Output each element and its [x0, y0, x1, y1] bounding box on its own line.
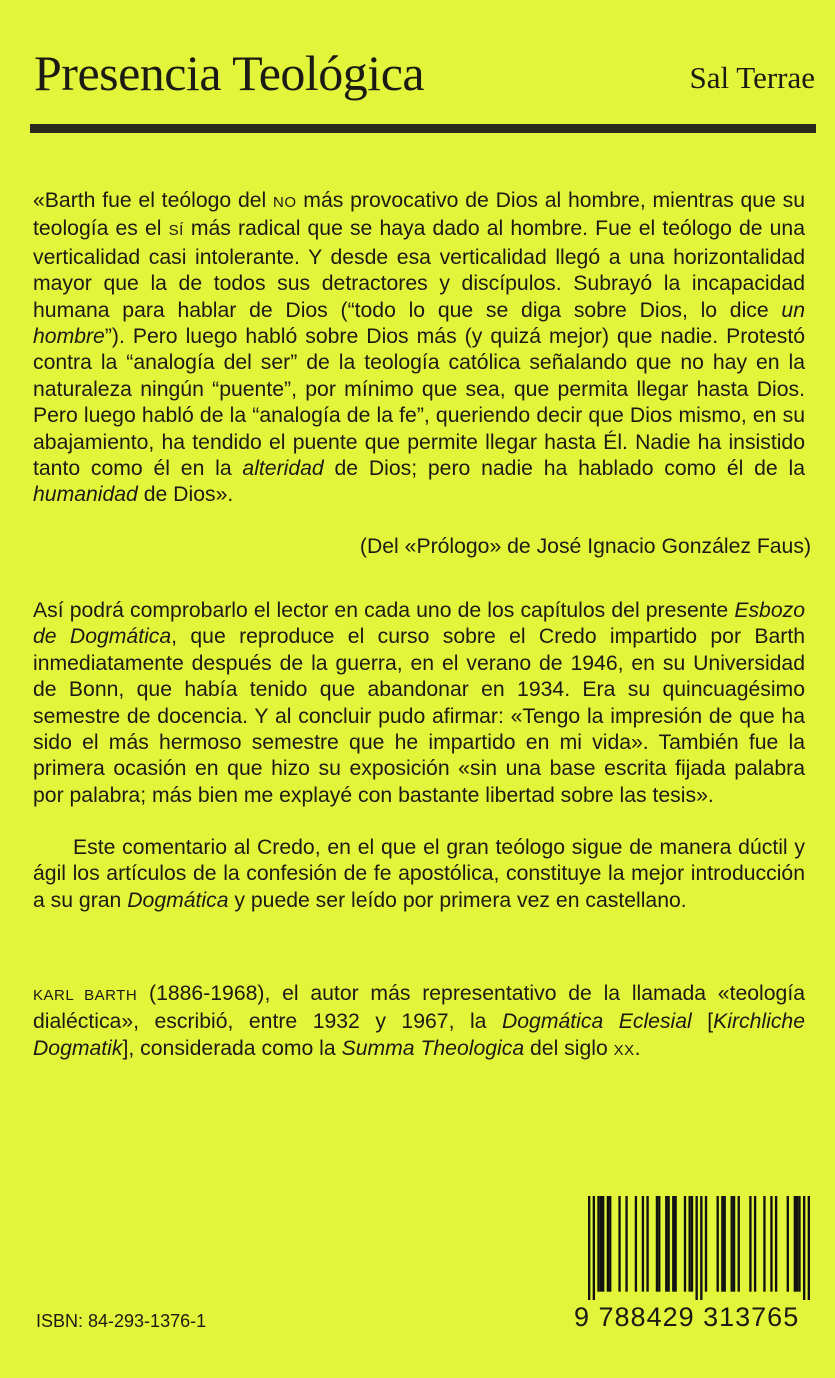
barcode-bar — [602, 1196, 604, 1292]
barcode-bar — [656, 1196, 658, 1292]
barcode — [588, 1196, 810, 1300]
barcode-bar — [625, 1196, 627, 1292]
barcode-bar — [688, 1196, 690, 1292]
barcode-bar — [705, 1196, 707, 1292]
author-bio: KARL BARTH (1886-1968), el autor más representativo de la llamada «teología dialéctica», escribió, entre 1932 y 1967, la Dogmática Eclesial [Kirchliche Dogmatik], considerada como la Summa Theologica del siglo XX. — [33, 982, 805, 1060]
barcode-bar — [695, 1196, 697, 1300]
isbn-text: ISBN: 84-293-1376-1 — [36, 1311, 207, 1331]
barcode-bar — [658, 1196, 660, 1292]
barcode-bar — [665, 1196, 667, 1292]
description-paragraph-1: Así podrá comprobarlo el lector en cada uno de los capítulos del presente Esbozo de Dogmática, que reproduce el curso sobre el Credo impartido por Barth inmediatamente después de la guerra, en el verano de 1946, en su Universidad de Bonn, que había tenido que abandonar en 1934. Era su quincuagésimo semestre de docencia. Y al concluir pudo afirmar: «Tengo la impresión de que ha sido el más hermoso semestre que he impartido en mi vida». También fue la primera ocasión en que hizo su exposición «sin una base escrita fijada palabra por palabra; más bien me explayé con bastante libertad sobre las tesis». — [33, 599, 805, 807]
quote-attribution: (Del «Prólogo» de José Ignacio González Faus) — [359, 535, 811, 558]
series-title: Presencia Teológica — [34, 45, 425, 101]
barcode-bar — [721, 1196, 723, 1292]
barcode-bar — [754, 1196, 756, 1292]
barcode-bar — [803, 1196, 805, 1300]
barcode-bar — [775, 1196, 777, 1292]
publisher-name: Sal Terrae — [689, 60, 815, 95]
prologue-quote: «Barth fue el teólogo del NO más provocativo de Dios al hombre, mientras que su teología es el SÍ más radical que se haya dado al hombre. Fue el teólogo de una verticalidad casi intolerante. Y desde esa verticalidad llegó a una horizontalidad mayor que la de todos sus detractores y discípulos. Subrayó la incapacidad humana para hablar de Dios (“todo lo que se diga sobre Dios, lo dice un hombre”). Pero luego habló sobre Dios más (y quizá mejor) que nadie. Protestó contra la “analogía del ser” de la teología católica señalando que no hay en la naturaleza ningún “puente”, por mínimo que sea, que permita llegar hasta Dios. Pero luego habló de la “analogía de la fe”, queriendo decir que Dios mismo, en su abajamiento, ha tendido el puente que permite llegar hasta Él. Nadie ha insistido tanto como él en la alteridad de Dios; pero nadie ha hablado como él de la humanidad de Dios». — [33, 189, 805, 507]
barcode-bar — [597, 1196, 599, 1292]
barcode-bar — [588, 1196, 590, 1300]
barcode-bar — [798, 1196, 800, 1292]
barcode-bar — [717, 1196, 719, 1292]
barcode-bar — [787, 1196, 789, 1292]
barcode-bar — [635, 1196, 637, 1292]
barcode-bar — [609, 1196, 611, 1292]
header-divider — [30, 124, 816, 133]
barcode-bar — [691, 1196, 693, 1292]
barcode-bar — [749, 1196, 751, 1292]
barcode-bar — [642, 1196, 644, 1292]
barcode-bar — [667, 1196, 669, 1292]
barcode-bar — [794, 1196, 796, 1292]
barcode-bar — [796, 1196, 798, 1292]
author-name: KARL BARTH — [33, 987, 138, 1004]
barcode-bar — [672, 1196, 674, 1292]
barcode-bar — [731, 1196, 733, 1292]
barcode-bar — [674, 1196, 676, 1292]
barcode-bar — [618, 1196, 620, 1292]
barcode-number: 9 788429 313765 — [574, 1302, 800, 1332]
barcode-bar — [733, 1196, 735, 1292]
barcode-bar — [593, 1196, 595, 1300]
barcode-bar — [808, 1196, 810, 1300]
barcode-bar — [770, 1196, 772, 1292]
barcode-bar — [684, 1196, 686, 1292]
barcode-bar — [600, 1196, 602, 1292]
barcode-bar — [738, 1196, 740, 1292]
barcode-bar — [646, 1196, 648, 1292]
barcode-bar — [763, 1196, 765, 1292]
description-paragraph-2: Este comentario al Credo, en el que el gran teólogo sigue de manera dúctil y ágil los artículos de la confesión de fe apostólica, constituye la mejor introducción a su gran Dogmática y puede ser leído por primera vez en castellano. — [33, 836, 805, 912]
barcode-bar — [700, 1196, 702, 1300]
barcode-bar — [607, 1196, 609, 1292]
barcode-bar — [724, 1196, 726, 1292]
